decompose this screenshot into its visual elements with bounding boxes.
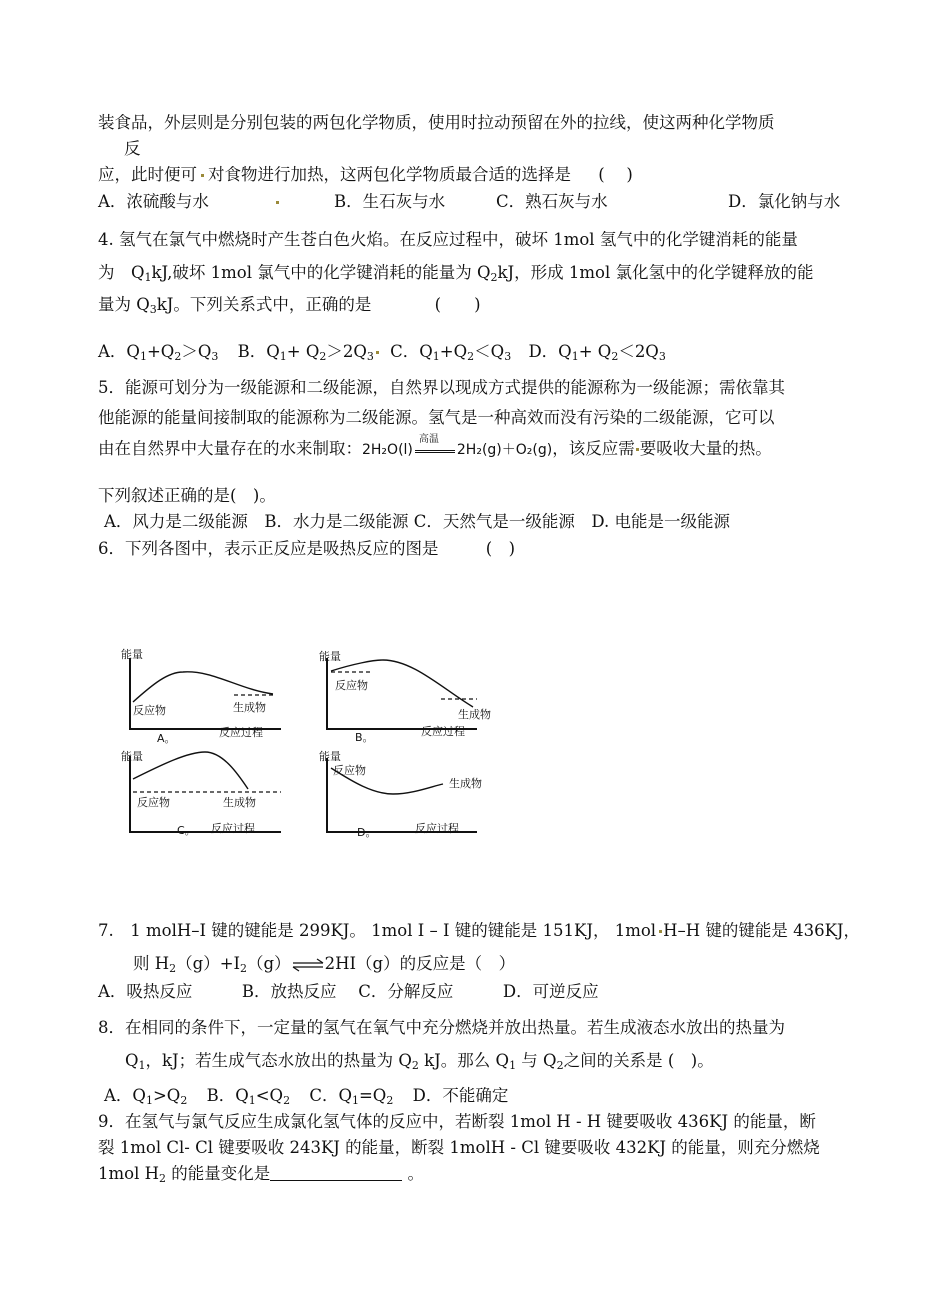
eq-right: 2H₂(g)＋O₂(g) [456, 442, 553, 458]
subscript: 2 [490, 271, 498, 284]
reversible-arrow-icon [291, 958, 325, 972]
q4-text: kJ。下列关系式中，正确的是 [156, 295, 372, 314]
q5-line-4: 下列叙述正确的是( )。 [98, 486, 276, 505]
q4-line-2 [98, 262, 814, 289]
product-label: 生成物 [449, 777, 482, 790]
q3-line-1: 装食品，外层则是分别包装的两包化学物质，使用时拉动预留在外的拉线，使这两种化学物质 [98, 113, 775, 132]
q7-options: A．吸热反应 B．放热反应 C．分解反应 D．可逆反应 [98, 982, 599, 1001]
reactant-label: 反应物 [335, 679, 368, 692]
diagram-label-a: A。 [157, 732, 176, 745]
product-label: 生成物 [458, 708, 491, 721]
q7-text: 7. 1 molH–I 键的键能是 299KJ。 1mol I – I 键的键能是 151KJ， 1mol [98, 921, 657, 940]
q4-option-c: C．$Q_1+Q_2<Q_3$ [390, 342, 512, 363]
q4-option-b: B．$Q_1+ Q_2>2Q_3$ [237, 342, 374, 363]
q4-text: kJ，形成 1mol 氯化氢中的化学键释放的能 [497, 263, 814, 282]
energy-diagrams-figure [113, 644, 509, 852]
q3-answer-paren: ( ) [598, 165, 633, 184]
q8-line-2: $Q_1$，kJ；若生成气态水放出的热量为 $Q_2$ kJ。那么 $Q_1$ 与 $Q_2$之间的关系是 ( )。 [125, 1051, 714, 1072]
q5-options: A．风力是二级能源 B．水力是二级能源 C．天然气是一级能源 D. 电能是一级能源 [104, 512, 731, 531]
diagram-label-d: D。 [357, 826, 377, 839]
eq-condition: 高温 [418, 434, 439, 445]
process-axis-label: 反应过程 [415, 822, 459, 835]
q5-equation [362, 434, 553, 458]
product-label: 生成物 [223, 796, 256, 809]
q4-option-a: A．$Q_1+Q_2>Q_3$ [98, 342, 219, 363]
q8-options [104, 1085, 508, 1112]
q5-line-2: 他能源的能量间接制取的能源称为二级能源。氢气是一种高效而没有污染的二级能源，它可以 [98, 408, 775, 427]
diagram-b [319, 649, 491, 744]
q8-option-b: B．$Q_1<Q_2$ [206, 1086, 291, 1107]
q4-options [98, 341, 666, 368]
stray-dot [636, 448, 639, 451]
q5-text: 由在自然界中大量存在的水来制取： [98, 439, 362, 458]
q3-option-d: D．氯化钠与水 [728, 192, 841, 211]
q3-text-b: 对食物进行加热，这两包化学物质最合适的选择是 [208, 165, 571, 184]
process-axis-label: 反应过程 [211, 822, 255, 835]
q4-line-3 [98, 294, 481, 321]
energy-diagrams-svg [113, 644, 509, 852]
energy-axis-label: 能量 [319, 750, 341, 763]
q6-answer-paren: ( ) [485, 539, 516, 558]
diagram-c [121, 749, 281, 837]
q5-line-1: 5．能源可划分为一级能源和二级能源，自然界以现成方式提供的能源称为一级能源；需依靠其 [98, 378, 785, 397]
q5-text: ，该反应需 [552, 439, 635, 458]
equals-arrow-icon [413, 434, 457, 459]
subscript: 3 [149, 303, 157, 316]
stray-dot [201, 174, 204, 177]
q4-text: 为 Q [98, 263, 145, 282]
diagram-a [121, 647, 281, 745]
q6-text: 6．下列各图中，表示正反应是吸热反应的图是 [98, 539, 439, 558]
q4-option-d: D．$Q_1+ Q_2<2Q_3$ [528, 342, 666, 363]
q7-line-2: 则 $H_2(g)+I_2(g)$ 2HI（g）的反应是（ ） [133, 954, 516, 975]
q7-text: H–H 键的键能是 436KJ， [663, 921, 861, 940]
q3-option-b: B．生石灰与水 [334, 192, 446, 211]
diagram-label-b: B。 [355, 731, 374, 744]
subscript: 1 [144, 271, 152, 284]
q8-option-c: C．$Q_1=Q_2$ [309, 1086, 394, 1107]
q4-text: kJ,破坏 1mol 氯气中的化学键消耗的能量为 Q [151, 263, 491, 282]
q3-option-c: C．熟石灰与水 [496, 192, 608, 211]
reactant-label: 反应物 [333, 764, 366, 777]
diagram-d [319, 749, 482, 839]
q9-line-2: 裂 1mol Cl- Cl 键要吸收 243KJ 的能量，断裂 1molH - Cl 键要吸收 432KJ 的能量，则充分燃烧 [98, 1138, 820, 1157]
process-axis-label: 反应过程 [219, 726, 263, 739]
q6-line-1 [98, 538, 515, 560]
stray-dot [276, 201, 279, 204]
reactant-label: 反应物 [137, 796, 170, 809]
q5-text: 要吸收大量的热。 [639, 439, 772, 458]
energy-axis-label: 能量 [121, 750, 143, 763]
q3-option-a: A．浓硫酸与水 [98, 192, 209, 211]
eq-left: 2H₂O(l) [362, 442, 413, 458]
q7-line-1 [98, 920, 860, 942]
q3-line-1b: 反 [124, 139, 141, 158]
q4-text: 量为 Q [98, 295, 150, 314]
q3-options [98, 191, 841, 213]
q9-line-3: 1mol $H_2$ 的能量变化是 。 [98, 1164, 424, 1185]
q8-line-1: 8．在相同的条件下，一定量的氢气在氧气中充分燃烧并放出热量。若生成液态水放出的热量为 [98, 1018, 785, 1037]
q3-line-2 [98, 164, 633, 186]
stray-dot [376, 351, 379, 354]
process-axis-label: 反应过程 [421, 725, 465, 738]
diagram-label-c: C。 [177, 824, 196, 837]
q8-option-d: D．不能确定 [412, 1086, 509, 1105]
q8-option-a: A．$Q_1>Q_2$ [104, 1086, 188, 1107]
energy-axis-label: 能量 [121, 648, 143, 661]
q3-text-a: 应，此时便可 [98, 165, 197, 184]
q9-line-1: 9．在氢气与氯气反应生成氯化氢气体的反应中，若断裂 1mol H - H 键要吸收 436KJ 的能量，断 [98, 1112, 816, 1131]
q5-line-3 [98, 434, 772, 461]
stray-dot [659, 930, 662, 933]
q4-line-1: 4. 氢气在氯气中燃烧时产生苍白色火焰。在反应过程中，破坏 1mol 氢气中的化学键消耗的能量 [98, 230, 798, 249]
product-label: 生成物 [233, 701, 266, 714]
reactant-label: 反应物 [133, 704, 166, 717]
answer-blank[interactable] [270, 1166, 402, 1181]
q4-answer-paren: ( ) [434, 295, 481, 314]
energy-axis-label: 能量 [319, 650, 341, 663]
